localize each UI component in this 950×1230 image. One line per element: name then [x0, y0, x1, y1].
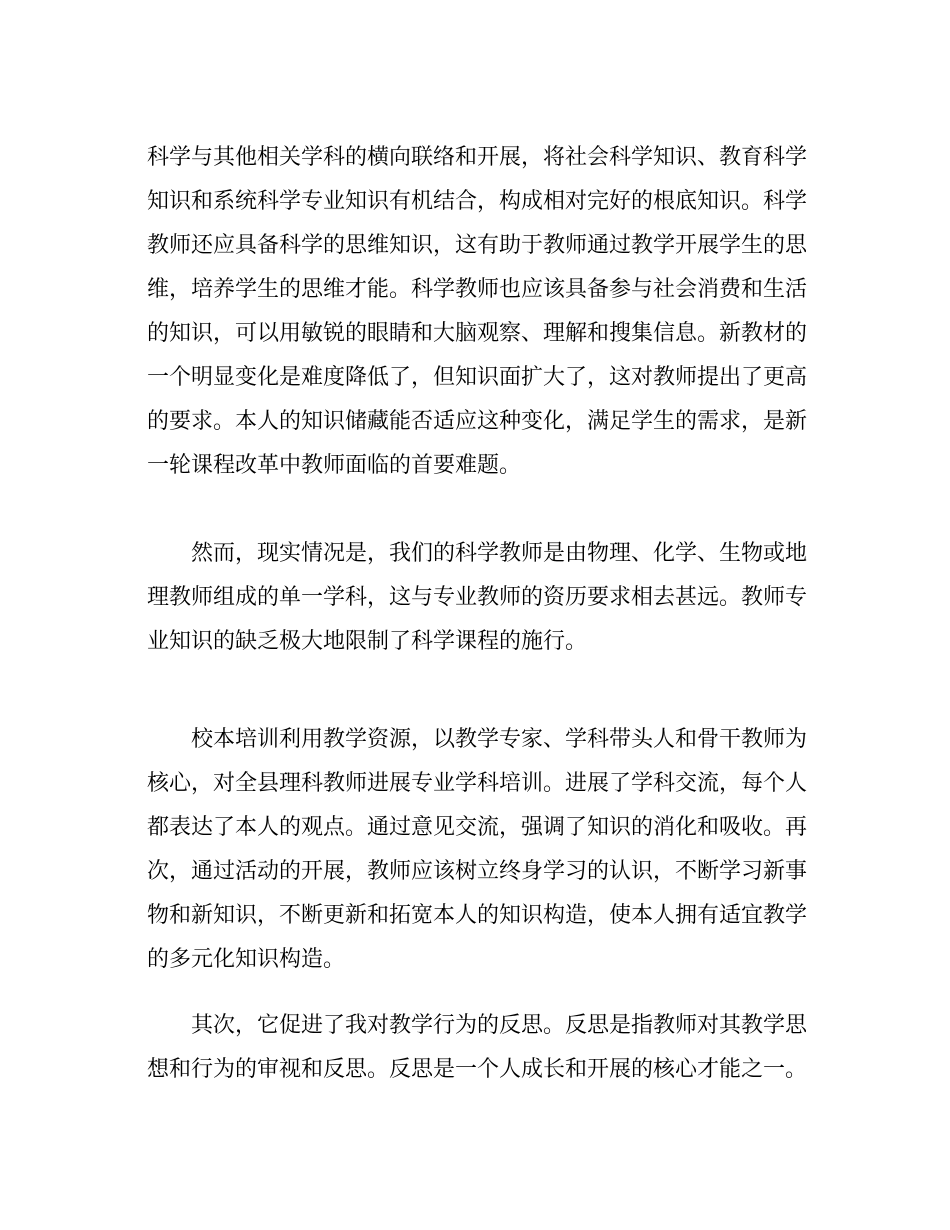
body-paragraph-3 — [147, 718, 807, 982]
paragraph-text: 然而，现实情况是，我们的科学教师是由物理、化学、生物或地理教师组成的单一学科，这与专业教师的资历要求相去甚远。教师专业知识的缺乏极大地限制了科学课程的施行。 — [147, 541, 808, 654]
body-paragraph-1 — [147, 136, 807, 488]
paragraph-text: 校本培训利用教学资源，以教学专家、学科带头人和骨干教师为核心，对全县理科教师进展专业学科培训。进展了学科交流，每个人都表达了本人的观点。通过意见交流，强调了知识的消化和吸收。再次，通过活动的开展，教师应该树立终身学习的认识，不断学习新事物和新知识，不断更新和拓宽本人的知识构造，使本人拥有适宜教学的多元化知识构造。 — [147, 727, 808, 972]
body-paragraph-4 — [147, 1004, 807, 1092]
body-paragraph-2 — [147, 532, 807, 664]
paragraph-text: 科学与其他相关学科的横向联络和开展，将社会科学知识、教育科学知识和系统科学专业知识有机结合，构成相对完好的根底知识。科学教师还应具备科学的思维知识，这有助于教师通过教学开展学生的思维，培养学生的思维才能。科学教师也应该具备参与社会消费和生活的知识，可以用敏锐的眼睛和大脑观察、理解和搜集信息。新教材的一个明显变化是难度降低了，但知识面扩大了，这对教师提出了更高的要求。本人的知识储藏能否适应这种变化，满足学生的需求，是新一轮课程改革中教师面临的首要难题。 — [147, 145, 808, 478]
paragraph-text: 其次，它促进了我对教学行为的反思。反思是指教师对其教学思想和行为的审视和反思。反思是一个人成长和开展的核心才能之一。 — [147, 1013, 808, 1082]
